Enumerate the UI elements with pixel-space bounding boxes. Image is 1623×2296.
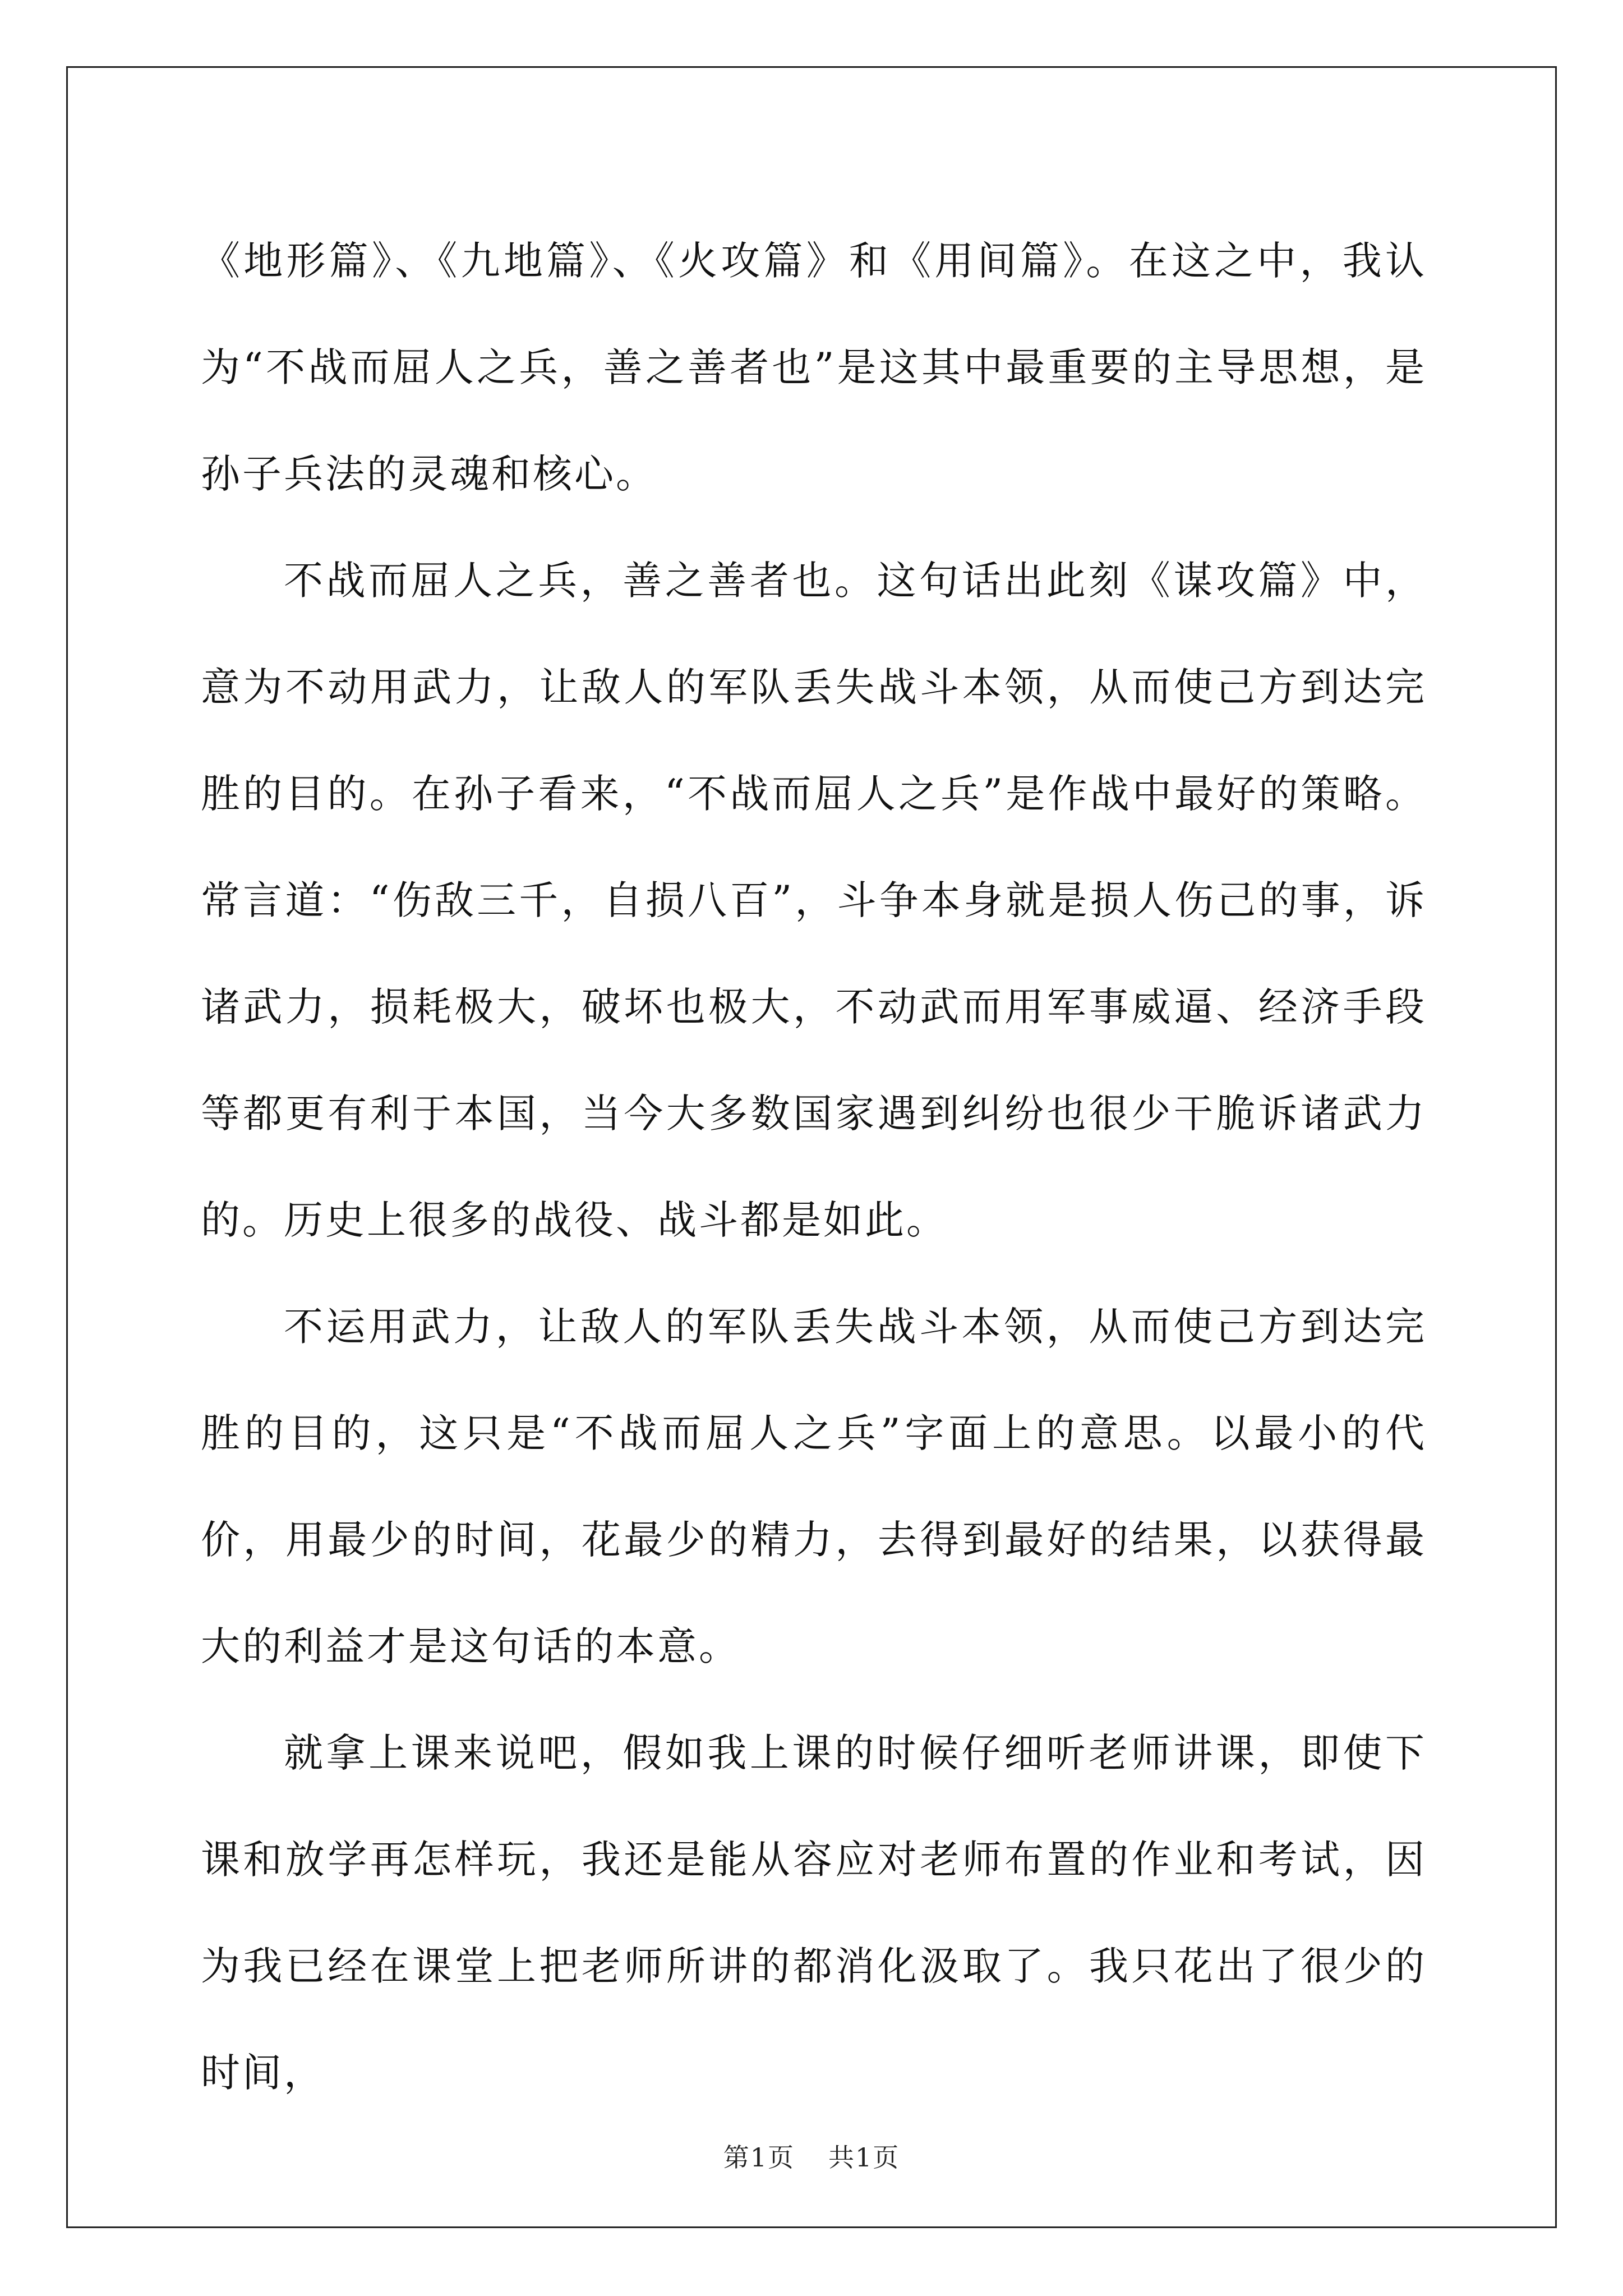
paragraph-2: 不战而屈人之兵，善之善者也。这句话出此刻《谋攻篇》中，意为不动用武力，让敌人的军队丢失战斗本领，从而使己方到达完胜的目的。在孙子看来，“不战而屈人之兵”是作战中最好的策略。常言道：“伤敌三千，自损八百”，斗争本身就是损人伤己的事，诉诸武力，损耗极大，破坏也极大，不动武而用军事威逼、经济手段等都更有利于本国，当今大多数国家遇到纠纷也很少干脆诉诸武力的。历史上很多的战役、战斗都是如此。 (201, 558, 1427, 1243)
page-total: 共1页 (828, 2142, 900, 2173)
paragraph-4: 就拿上课来说吧，假如我上课的时候仔细听老师讲课，即使下课和放学再怎样玩，我还是能从容应对老师布置的作业和考试，因为我已经在课堂上把老师所讲的都消化汲取了。我只花出了很少的时间， (201, 1730, 1427, 2096)
document-body (201, 208, 1427, 2126)
paragraph-3: 不运用武力，让敌人的军队丢失战斗本领，从而使己方到达完胜的目的，这只是“不战而屈人之兵”字面上的意思。以最小的代价，用最少的时间，花最少的精力，去得到最好的结果，以获得最大的利益才是这句话的本意。 (201, 1304, 1427, 1669)
page-number: 第1页 (723, 2142, 795, 2173)
paragraph-1: 《地形篇》、《九地篇》、《火攻篇》和《用间篇》。在这之中，我认为“不战而屈人之兵，善之善者也”是这其中最重要的主导思想，是孙子兵法的灵魂和核心。 (201, 238, 1427, 497)
page-footer (0, 2137, 1623, 2174)
